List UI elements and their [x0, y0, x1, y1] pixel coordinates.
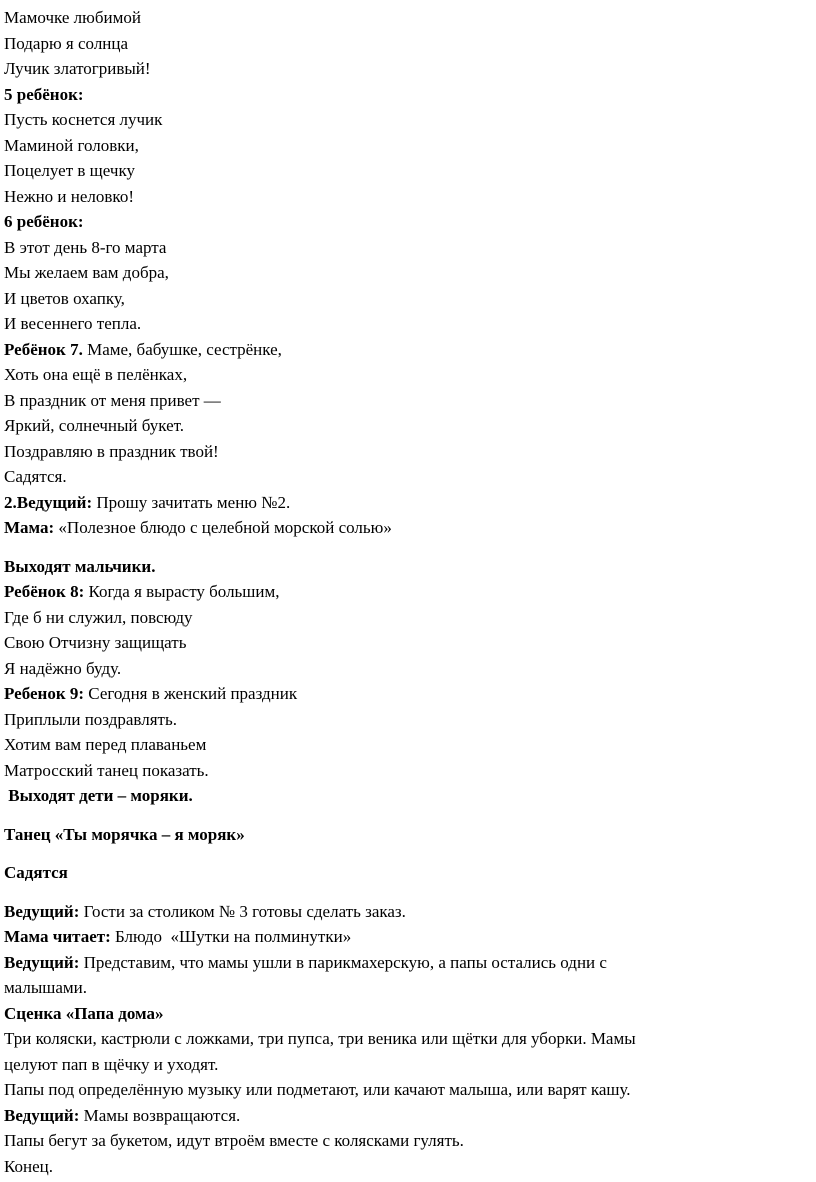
paragraph-gap	[4, 541, 800, 554]
bold-text-run: Мама:	[4, 518, 55, 537]
text-line	[4, 822, 800, 848]
text-line	[4, 579, 800, 605]
text-run: В этот день 8-го марта	[4, 237, 167, 257]
text-run: Маме, бабушке, сестрёнке,	[82, 339, 282, 359]
text-line	[4, 950, 800, 976]
bold-text-run: Выходят дети – моряки.	[4, 786, 193, 805]
text-run: Садятся.	[4, 467, 67, 486]
paragraph-gap	[4, 847, 800, 860]
text-line	[4, 413, 800, 439]
text-run: Пусть коснется лучик	[4, 110, 163, 129]
text-line	[4, 605, 800, 631]
text-run: Маминой головки,	[4, 135, 139, 155]
text-run: Поздравляю в праздник твой!	[4, 441, 219, 461]
text-line	[4, 899, 800, 925]
text-run: Мамы возвращаются.	[79, 1105, 241, 1125]
bold-text-run: Ребёнок 8:	[4, 582, 85, 601]
text-line	[4, 707, 800, 733]
paragraph-gap	[4, 809, 800, 822]
text-line	[4, 1026, 800, 1052]
text-run: Приплыли поздравлять.	[4, 709, 177, 729]
text-line	[4, 1154, 800, 1180]
text-run: Представим, что мамы ушли в парикмахерскую, а папы остались одни с	[79, 952, 607, 972]
text-line	[4, 362, 800, 388]
text-line	[4, 286, 800, 312]
text-run: Яркий, солнечный букет.	[4, 416, 185, 435]
text-run: целуют пап в щёчку и уходят.	[4, 1054, 219, 1074]
text-run: Сегодня в женский праздник	[84, 684, 298, 703]
text-run: Лучик златогривый!	[4, 59, 151, 78]
text-line	[4, 515, 800, 541]
text-line	[4, 783, 800, 809]
text-line	[4, 975, 800, 1001]
bold-text-run: Ведущий:	[4, 901, 80, 921]
document-body	[4, 5, 800, 1179]
text-line	[4, 235, 800, 261]
text-line	[4, 133, 800, 159]
text-run: «Полезное блюдо с целебной морской солью»	[54, 518, 392, 537]
text-run: Конец.	[4, 1156, 53, 1176]
bold-text-run: 5 ребёнок:	[4, 84, 84, 104]
text-line	[4, 1077, 800, 1103]
text-line	[4, 656, 800, 682]
text-run: Хоть она ещё в пелёнках,	[4, 365, 188, 384]
text-line	[4, 5, 800, 31]
text-line	[4, 209, 800, 235]
text-run: Хотим вам перед плаваньем	[4, 735, 207, 754]
text-line	[4, 758, 800, 784]
bold-text-run: Мама читает:	[4, 927, 111, 946]
text-run: И весеннего тепла.	[4, 314, 142, 333]
text-run: Где б ни служил, повсюду	[4, 607, 193, 627]
bold-text-run: Ведущий:	[4, 952, 80, 972]
bold-text-run: 6 ребёнок:	[4, 212, 84, 231]
bold-text-run: Ребёнок 7.	[4, 339, 83, 359]
text-line	[4, 924, 800, 950]
text-run: В праздник от меня привет —	[4, 390, 221, 410]
text-run: Прошу зачитать меню №2.	[92, 492, 291, 512]
text-run: Мамочке любимой	[4, 8, 141, 27]
text-run: Матросский танец показать.	[4, 760, 209, 780]
text-line	[4, 681, 800, 707]
bold-text-run: Ребенок 9:	[4, 684, 85, 703]
text-run: И цветов охапку,	[4, 288, 125, 308]
bold-text-run: Выходят мальчики.	[4, 556, 156, 576]
text-line	[4, 311, 800, 337]
text-run: Нежно и неловко!	[4, 186, 134, 206]
text-line	[4, 439, 800, 465]
text-run: Блюдо «Шутки на полминутки»	[110, 927, 352, 946]
text-run: Когда я вырасту большим,	[84, 582, 280, 601]
text-line	[4, 107, 800, 133]
text-run: Поцелует в щечку	[4, 161, 135, 180]
text-run: Папы под определённую музыку или подметают, или качают малыша, или варят кашу.	[4, 1080, 631, 1099]
text-line	[4, 860, 800, 886]
text-run: Три коляски, кастрюли с ложками, три пупса, три веника или щётки для уборки. Мамы	[4, 1029, 636, 1048]
text-line	[4, 337, 800, 363]
text-line	[4, 388, 800, 414]
text-line	[4, 260, 800, 286]
bold-text-run: 2.Ведущий:	[4, 492, 93, 512]
text-line	[4, 82, 800, 108]
text-run: Свою Отчизну защищать	[4, 633, 187, 652]
text-line	[4, 490, 800, 516]
text-run: Мы желаем вам добра,	[4, 263, 169, 282]
text-line	[4, 1001, 800, 1027]
text-line	[4, 464, 800, 490]
text-line	[4, 1128, 800, 1154]
bold-text-run: Сценка «Папа дома»	[4, 1003, 164, 1023]
text-run: Гости за столиком № 3 готовы сделать заказ.	[79, 901, 406, 921]
text-line	[4, 630, 800, 656]
text-run: Папы бегут за букетом, идут втроём вместе с колясками гулять.	[4, 1131, 464, 1150]
text-line	[4, 1052, 800, 1078]
text-run: Подарю я солнца	[4, 33, 129, 53]
text-line	[4, 732, 800, 758]
text-run: малышами.	[4, 978, 87, 997]
text-line	[4, 554, 800, 580]
text-run: Я надёжно буду.	[4, 658, 122, 678]
bold-text-run: Ведущий:	[4, 1105, 80, 1125]
text-line	[4, 184, 800, 210]
text-line	[4, 31, 800, 57]
paragraph-gap	[4, 886, 800, 899]
text-line	[4, 1103, 800, 1129]
text-line	[4, 158, 800, 184]
bold-text-run: Садятся	[4, 863, 68, 882]
bold-text-run: Танец «Ты морячка – я моряк»	[4, 824, 245, 844]
text-line	[4, 56, 800, 82]
